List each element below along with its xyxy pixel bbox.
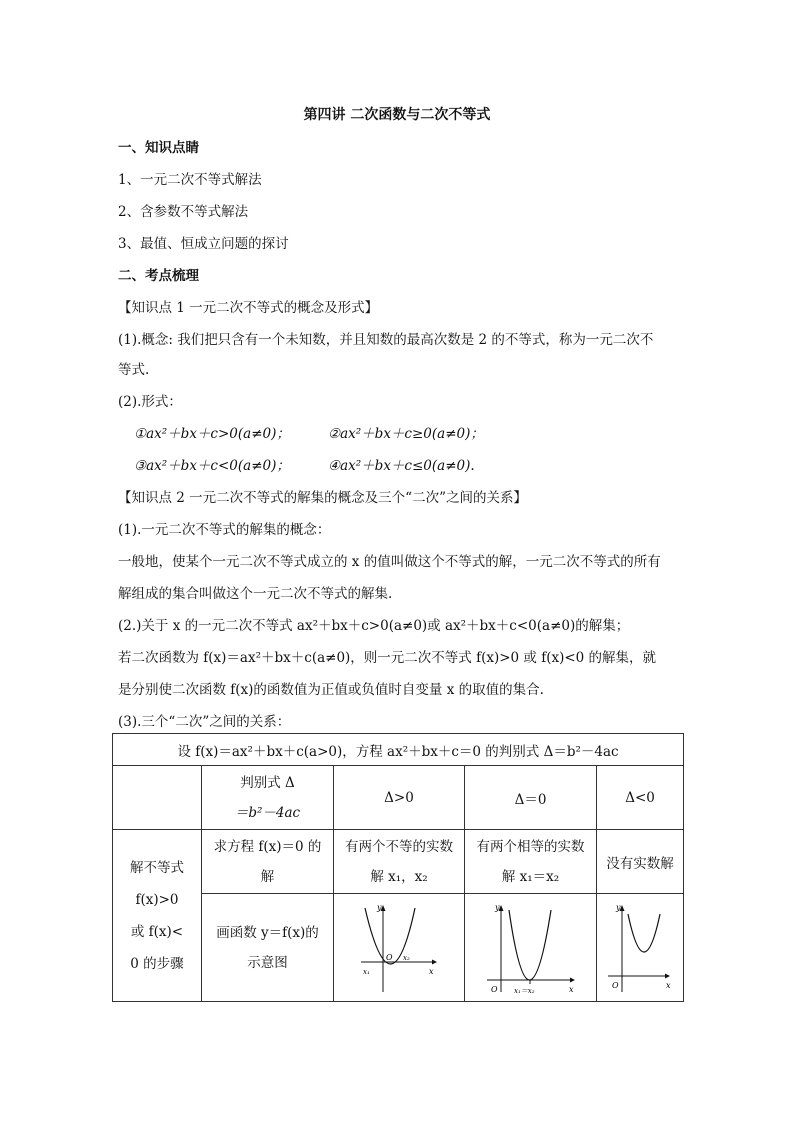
roots-delta-negative: 没有实数解 — [597, 830, 684, 894]
table-header: 设 f(x)＝ax²＋bx＋c(a>0)，方程 ax²＋bx＋c＝0 的判别式 Δ＝b²－4ac — [113, 734, 684, 766]
form-1: ①ax²＋bx＋c>0(a≠0)； — [134, 426, 290, 442]
relation-table — [112, 733, 684, 1002]
discriminant-label: 判别式 Δ ＝b²－4ac — [202, 766, 334, 830]
row-label-steps: 解不等式 f(x)>0 或 f(x)< 0 的步骤 — [113, 830, 202, 1002]
list-item: 3、最值、恒成立问题的探讨 — [118, 236, 289, 252]
graph-delta-zero — [465, 894, 597, 1002]
knowledge-point-1-heading: 【知识点 1 一元二次不等式的概念及形式】 — [118, 300, 379, 316]
svg-text:O: O — [490, 984, 498, 994]
graph-label: 画函数 y＝f(x)的 示意图 — [202, 894, 334, 1002]
relation-label: (3).三个“二次”之间的关系： — [118, 714, 291, 730]
roots-label: 求方程 f(x)＝0 的 解 — [202, 830, 334, 894]
inequality-text: (2.)关于 x 的一元二次不等式 ax²＋bx＋c>0(a≠0)或 ax²＋bx＋c<0(a≠0)的解集； — [118, 618, 630, 634]
roots-delta-positive: 有两个不等的实数 解 x₁，x₂ — [334, 830, 465, 894]
concept-text-cont: 等式. — [118, 362, 150, 378]
section-heading-2: 二、考点梳理 — [118, 268, 199, 284]
col-delta-zero: Δ＝0 — [465, 766, 597, 830]
form-3: ③ax²＋bx＋c<0(a≠0)； — [134, 458, 290, 474]
section-heading-1: 一、知识点睛 — [118, 140, 199, 156]
solution-set-text-cont: 解组成的集合叫做这个一元二次不等式的解集. — [118, 586, 393, 602]
parabola-no-root-graph — [604, 900, 676, 996]
svg-text:y: y — [616, 902, 621, 912]
concept-text: (1).概念: 我们把只含有一个未知数，并且知数的最高次数是 2 的不等式，称为一元二次不 — [118, 332, 654, 348]
svg-text:x: x — [429, 966, 434, 976]
svg-text:O: O — [386, 952, 393, 962]
parabola-one-root-graph — [481, 900, 581, 996]
col-delta-positive: Δ>0 — [334, 766, 465, 830]
knowledge-point-2-heading: 【知识点 2 一元二次不等式的解集的概念及三个“二次”之间的关系】 — [118, 490, 527, 506]
svg-text:y: y — [377, 902, 382, 912]
function-text-cont: 是分别使二次函数 f(x)的函数值为正值或负值时自变量 x 的取值的集合. — [118, 682, 544, 698]
form-label: (2).形式： — [118, 394, 182, 410]
svg-text:O: O — [612, 980, 619, 990]
svg-text:x: x — [666, 980, 671, 990]
function-text: 若二次函数为 f(x)＝ax²＋bx＋c(a≠0)，则一元二次不等式 f(x)>0 或 f(x)<0 的解集，就 — [118, 650, 657, 666]
svg-text:x₁: x₁ — [363, 967, 370, 976]
graph-delta-positive — [334, 894, 465, 1002]
col-delta-negative: Δ<0 — [597, 766, 684, 830]
parabola-two-roots-graph — [359, 900, 439, 996]
svg-text:x₁＝x₂: x₁＝x₂ — [513, 986, 535, 995]
form-2: ②ax²＋bx＋c≥0(a≠0)； — [328, 426, 484, 442]
empty-cell — [113, 766, 202, 830]
list-item: 1、一元二次不等式解法 — [118, 172, 262, 188]
graph-delta-negative — [597, 894, 684, 1002]
roots-delta-zero: 有两个相等的实数 解 x₁＝x₂ — [465, 830, 597, 894]
svg-text:y: y — [494, 902, 500, 912]
list-item: 2、含参数不等式解法 — [118, 204, 249, 220]
solution-set-text: 一般地，使某个一元二次不等式成立的 x 的值叫做这个不等式的解，一元二次不等式的所有 — [118, 554, 661, 570]
page-title: 第四讲 二次函数与二次不等式 — [303, 107, 491, 123]
form-4: ④ax²＋bx＋c≤0(a≠0). — [328, 458, 475, 474]
svg-text:x: x — [568, 984, 574, 994]
solution-set-label: (1).一元二次不等式的解集的概念： — [118, 522, 331, 538]
svg-text:x₂: x₂ — [403, 953, 410, 962]
